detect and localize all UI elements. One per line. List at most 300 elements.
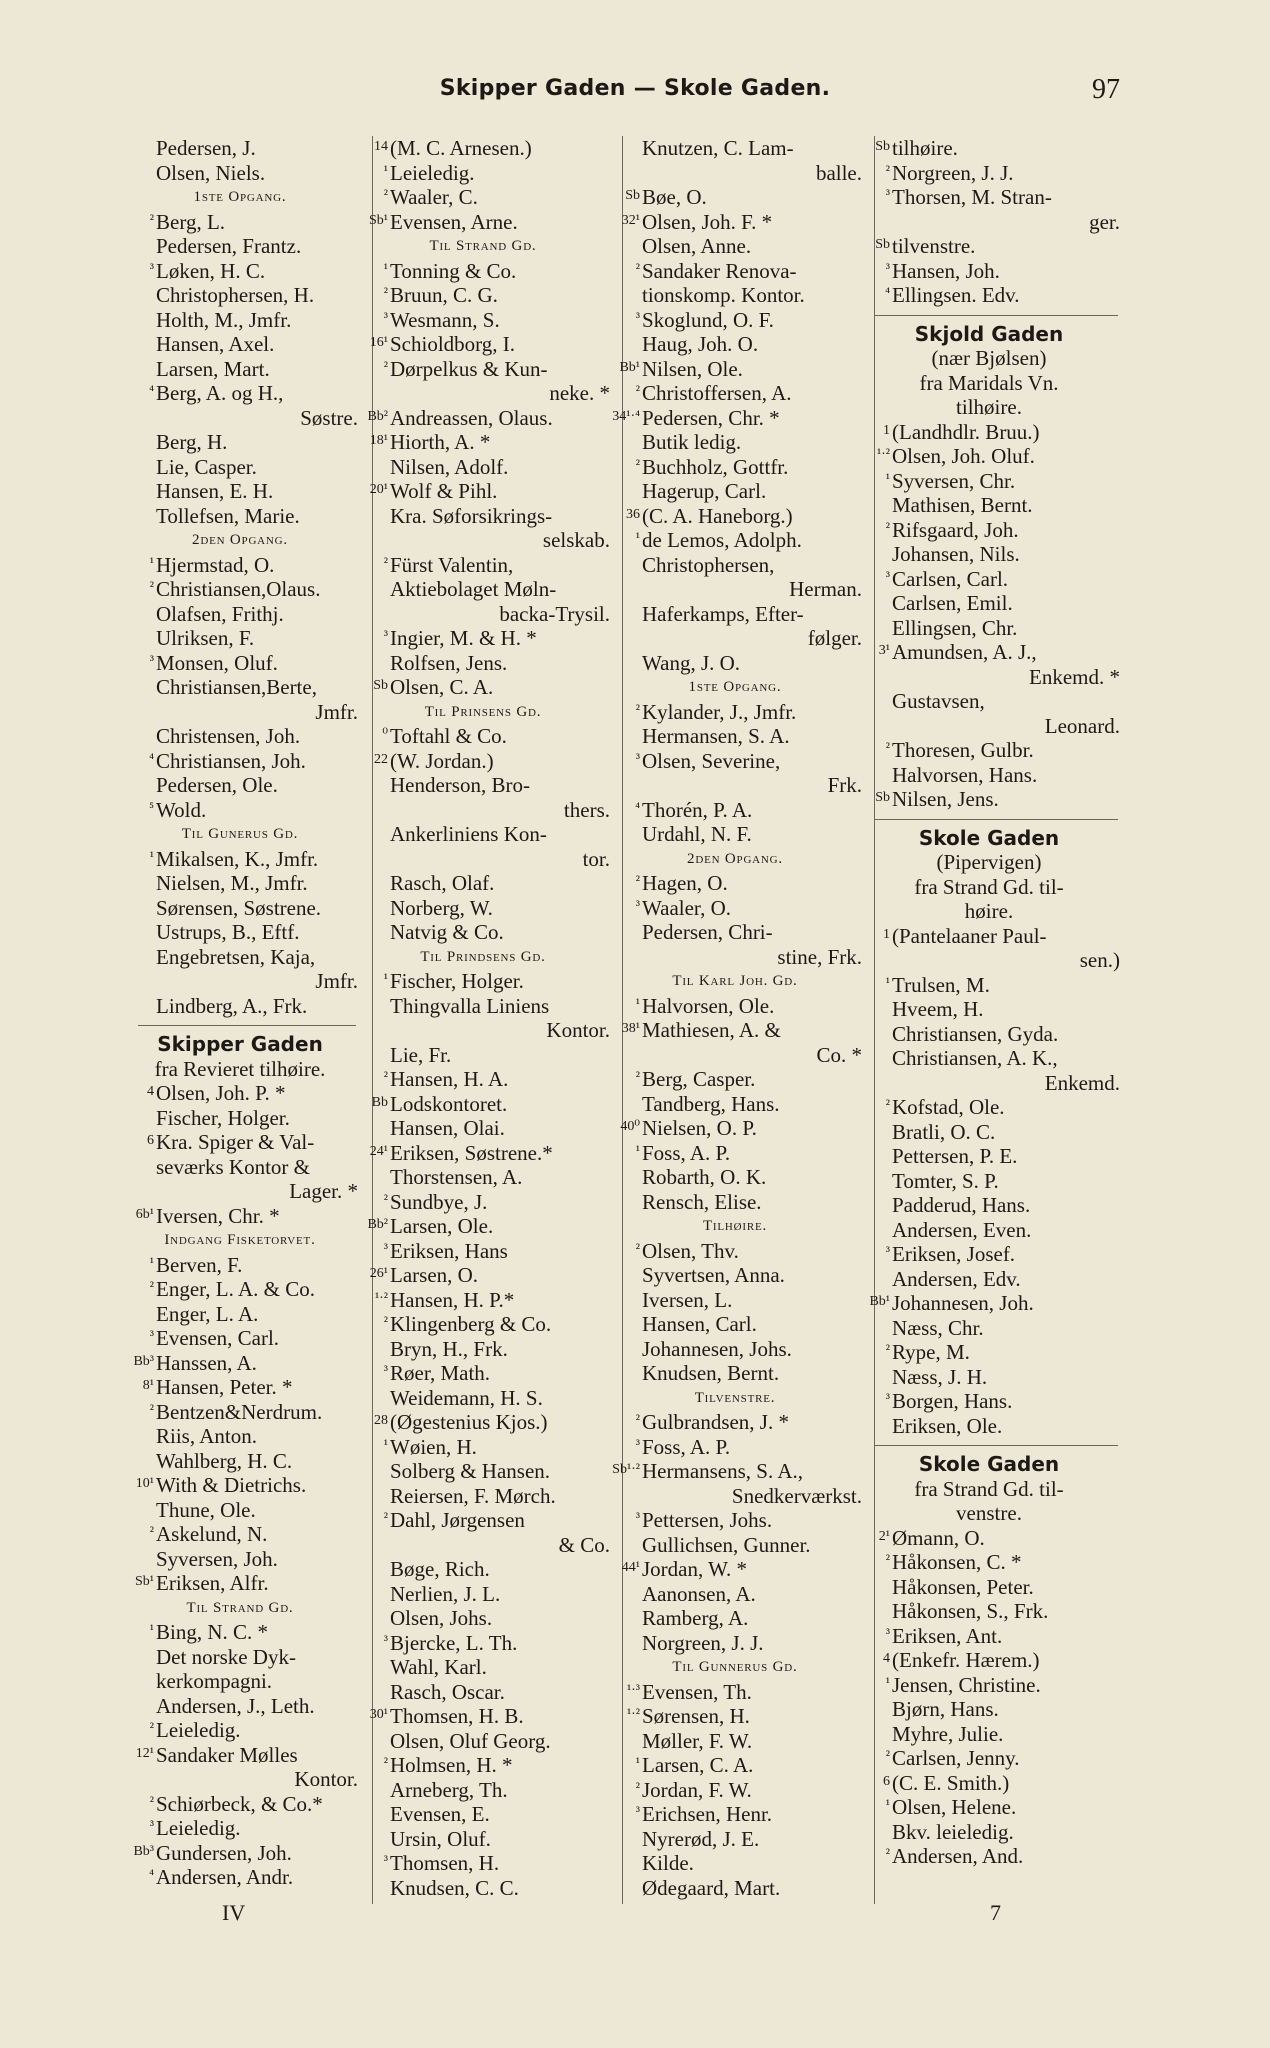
- directory-entry: [604, 1092, 866, 1117]
- resident-name: sen.): [1079, 948, 1120, 972]
- resident-name: (Pantelaaner Paul-: [892, 923, 1047, 948]
- house-number: Bb³: [133, 1843, 154, 1859]
- directory-entry: [604, 1876, 866, 1901]
- resident-name: Larsen, Mart.: [156, 356, 270, 381]
- resident-name: Wesmann, S.: [390, 307, 500, 332]
- directory-entry: [604, 602, 866, 627]
- house-number: ¹·²: [374, 1290, 388, 1306]
- house-number: 8¹: [142, 1378, 154, 1393]
- directory-entry: [118, 1449, 362, 1474]
- house-number: ²: [635, 261, 640, 277]
- resident-name: Syversen, Chr.: [892, 468, 1016, 493]
- resident-name: Christiansen, A. K.,: [892, 1046, 1058, 1070]
- house-number: 2¹: [878, 1528, 890, 1544]
- street-description: høire.: [964, 899, 1014, 923]
- directory-entry: [352, 1606, 614, 1631]
- resident-name: Olafsen, Frithj.: [156, 601, 284, 626]
- house-number: ²: [383, 1315, 388, 1330]
- entry-continuation: [854, 665, 1124, 690]
- resident-name: Christophersen,: [642, 552, 775, 577]
- resident-name: Søstre.: [300, 405, 358, 430]
- directory-entry: [352, 1680, 614, 1705]
- house-number: ²: [383, 1192, 388, 1208]
- directory-entry: [604, 822, 866, 847]
- directory-entry: [854, 1771, 1124, 1796]
- section-divider: [854, 1438, 1124, 1452]
- section-subheading: Til Karl Joh. Gd.: [672, 973, 798, 989]
- resident-name: Løken, H. C.: [156, 258, 266, 283]
- house-number: 24¹: [369, 1143, 388, 1159]
- resident-name: Skoglund, O. F.: [642, 307, 774, 332]
- directory-entry: [604, 700, 866, 725]
- house-number: ¹: [885, 471, 890, 487]
- house-number: ²: [885, 520, 890, 536]
- house-number: Bb²: [367, 408, 388, 424]
- resident-name: Olsen, Joh. F. *: [642, 209, 773, 234]
- directory-entry: [118, 871, 362, 896]
- resident-name: Monsen, Oluf.: [156, 650, 278, 675]
- directory-entry: [604, 283, 866, 308]
- directory-entry: [352, 1484, 614, 1509]
- resident-name: Erichsen, Henr.: [642, 1802, 773, 1826]
- resident-name: Borgen, Hans.: [892, 1389, 1013, 1413]
- resident-name: Olsen, Helene.: [892, 1795, 1017, 1819]
- resident-name: Olsen, Niels.: [156, 160, 266, 185]
- resident-name: Weidemann, H. S.: [390, 1385, 543, 1410]
- house-number: 28: [374, 1413, 388, 1428]
- house-number: 38¹: [621, 1021, 640, 1036]
- directory-entry: [604, 332, 866, 357]
- house-number: ¹: [383, 1437, 388, 1453]
- resident-name: Christiansen,Berte,: [156, 675, 317, 699]
- house-number: ¹: [635, 1756, 640, 1771]
- directory-entry: [118, 1694, 362, 1719]
- resident-name: Bentzen&Nerdrum.: [156, 1399, 323, 1424]
- resident-name: Bjørn, Hans.: [892, 1697, 999, 1721]
- house-number: ³: [149, 1329, 154, 1344]
- resident-name: Pedersen, Frantz.: [156, 234, 302, 258]
- directory-entry: [604, 1753, 866, 1778]
- directory-entry: [854, 185, 1124, 210]
- resident-name: Dørpelkus & Kun-: [390, 356, 548, 381]
- house-number: ³: [383, 310, 388, 326]
- directory-entry: [854, 689, 1124, 714]
- house-number: ²: [383, 1756, 388, 1771]
- house-number: Sb¹·²: [612, 1462, 640, 1477]
- house-number: ²: [885, 1343, 890, 1358]
- house-number: Sb: [625, 188, 640, 203]
- directory-entry: [118, 1400, 362, 1425]
- resident-name: Thune, Ole.: [156, 1497, 256, 1522]
- directory-entry: [352, 1631, 614, 1656]
- house-number: ³: [383, 1364, 388, 1379]
- house-number: ²: [635, 1413, 640, 1428]
- resident-name: Wahl, Karl.: [390, 1655, 487, 1679]
- directory-entry: [604, 1582, 866, 1607]
- resident-name: Lodskontoret.: [390, 1091, 508, 1116]
- directory-entry: [604, 994, 866, 1019]
- entry-continuation: [352, 1018, 614, 1043]
- directory-entry: [352, 1288, 614, 1313]
- directory-entry: [604, 871, 866, 896]
- directory-entry: [854, 973, 1124, 998]
- entry-continuation: [604, 161, 866, 186]
- directory-entry: [352, 1239, 614, 1264]
- directory-entry: [352, 773, 614, 798]
- directory-entry: [352, 1067, 614, 1092]
- resident-name: Hiorth, A. *: [390, 430, 491, 454]
- section-divider: [854, 812, 1124, 826]
- house-number: 6: [147, 1133, 154, 1148]
- house-number: ³: [383, 1241, 388, 1257]
- resident-name: Bruun, C. G.: [390, 283, 498, 307]
- resident-name: Holmsen, H. *: [390, 1753, 513, 1777]
- directory-entry: [604, 1851, 866, 1876]
- directory-entry: [604, 479, 866, 504]
- page-title: Skipper Gaden — Skole Gaden.: [439, 76, 831, 101]
- directory-entry: [352, 651, 614, 676]
- directory-entry: [352, 1165, 614, 1190]
- directory-entry: [854, 234, 1124, 259]
- resident-name: Leonard.: [1044, 713, 1120, 738]
- house-number: 36: [626, 506, 640, 522]
- directory-entry: [118, 381, 362, 406]
- resident-name: Ulriksen, F.: [156, 626, 255, 650]
- resident-name: Hagen, O.: [642, 871, 728, 895]
- directory-entry: [352, 871, 614, 896]
- resident-name: Pedersen, Chri-: [642, 920, 773, 944]
- resident-name: Toftahl & Co.: [390, 724, 507, 748]
- resident-name: Jmfr.: [315, 699, 358, 724]
- resident-name: Evensen, Th.: [642, 1679, 752, 1704]
- resident-name: Halvorsen, Hans.: [892, 762, 1038, 787]
- resident-name: Carlsen, Emil.: [892, 591, 1013, 615]
- house-number: 34¹·⁴: [612, 408, 640, 424]
- directory-entry: [854, 1575, 1124, 1600]
- directory-entry: [352, 479, 614, 504]
- house-number: ²: [383, 188, 388, 203]
- entry-continuation: [352, 528, 614, 553]
- column-4: [854, 136, 1124, 1916]
- resident-name: Christiansen, Joh.: [156, 748, 306, 773]
- directory-entry: [352, 136, 614, 161]
- directory-entry: [604, 1778, 866, 1803]
- directory-entry: [854, 136, 1124, 161]
- house-number: 22: [374, 751, 388, 767]
- entry-continuation: [854, 948, 1124, 973]
- house-number: ¹: [635, 1143, 640, 1159]
- house-number: ⁴: [149, 751, 154, 767]
- house-number: 16¹: [369, 335, 388, 350]
- resident-name: følger.: [807, 626, 862, 650]
- directory-entry: [604, 381, 866, 406]
- house-number: ³: [635, 751, 640, 767]
- directory-entry: [118, 1571, 362, 1596]
- resident-name: Nilsen, Adolf.: [390, 454, 509, 479]
- directory-entry: [854, 1599, 1124, 1624]
- directory-entry: [854, 1389, 1124, 1414]
- directory-entry: [352, 308, 614, 333]
- resident-name: Nyrerød, J. E.: [642, 1826, 760, 1851]
- house-number: ³: [383, 1854, 388, 1869]
- resident-name: Andersen, And.: [892, 1844, 1024, 1868]
- directory-entry: [352, 357, 614, 382]
- resident-name: Mikalsen, K., Jmfr.: [156, 846, 319, 871]
- directory-entry: [118, 161, 362, 186]
- house-number: Bb: [371, 1094, 388, 1110]
- resident-name: Hansen, Peter. *: [156, 1375, 293, 1399]
- resident-name: de Lemos, Adolph.: [642, 528, 802, 552]
- entry-continuation: [352, 847, 614, 872]
- directory-entry: [118, 1865, 362, 1890]
- resident-name: Holth, M., Jmfr.: [156, 307, 292, 332]
- resident-name: Wang, J. O.: [642, 650, 741, 675]
- directory-entry: [854, 1673, 1124, 1698]
- directory-entry: [118, 259, 362, 284]
- resident-name: seværks Kontor &: [156, 1154, 310, 1179]
- house-number: Bb¹: [869, 1294, 890, 1309]
- resident-name: Haug, Joh. O.: [642, 332, 759, 356]
- resident-name: Olsen, Anne.: [642, 234, 752, 258]
- resident-name: Olsen, Severine,: [642, 748, 781, 773]
- resident-name: Natvig & Co.: [390, 920, 504, 944]
- directory-entry: [118, 798, 362, 823]
- directory-entry: [854, 542, 1124, 567]
- resident-name: stine, Frk.: [777, 944, 862, 969]
- resident-name: Kontor.: [294, 1767, 358, 1791]
- resident-name: Berg, A. og H.,: [156, 381, 284, 405]
- directory-entry: [352, 1876, 614, 1901]
- resident-name: Thingvalla Liniens: [390, 993, 550, 1018]
- directory-entry: [854, 1414, 1124, 1439]
- directory-entry: [854, 1218, 1124, 1243]
- resident-name: Aktiebolaget Møln-: [390, 577, 557, 601]
- resident-name: Jordan, W. *: [642, 1557, 747, 1581]
- resident-name: Andreassen, Olaus.: [390, 405, 553, 430]
- resident-name: Johannesen, Joh.: [892, 1291, 1034, 1315]
- directory-entry: [854, 1795, 1124, 1820]
- resident-name: Tomter, S. P.: [892, 1168, 999, 1193]
- resident-name: Rasch, Oscar.: [390, 1679, 505, 1704]
- house-number: ²: [885, 1098, 890, 1113]
- street-heading: Skole Gaden: [918, 825, 1060, 850]
- resident-name: Tollefsen, Marie.: [156, 503, 300, 528]
- house-number: Bb³: [133, 1353, 154, 1369]
- directory-entry: [604, 1704, 866, 1729]
- directory-entry: [118, 1106, 362, 1131]
- directory-entry: [854, 283, 1124, 308]
- house-number: ¹: [149, 1255, 154, 1271]
- resident-name: Christophersen, H.: [156, 283, 315, 307]
- directory-entry: [604, 1802, 866, 1827]
- directory-entry: [118, 651, 362, 676]
- resident-name: backa-Trysil.: [499, 601, 610, 626]
- resident-name: Ursin, Oluf.: [390, 1826, 491, 1851]
- directory-entry: [352, 504, 614, 529]
- house-number: ³: [635, 898, 640, 914]
- resident-name: Leieledig.: [390, 160, 475, 185]
- directory-entry: [352, 430, 614, 455]
- street-heading: Skipper Gaden: [157, 1032, 323, 1056]
- resident-name: selskab.: [542, 528, 610, 552]
- section-subheading: Til Prinsens Gd.: [424, 703, 542, 720]
- directory-entry: [604, 430, 866, 455]
- directory-entry: [352, 185, 614, 210]
- house-number: ³: [149, 1819, 154, 1834]
- directory-entry: [854, 997, 1124, 1022]
- directory-entry: [352, 259, 614, 284]
- house-number: 40⁰: [620, 1119, 640, 1134]
- section-divider: [118, 1018, 362, 1032]
- directory-entry: [854, 787, 1124, 812]
- directory-entry: [352, 1410, 614, 1435]
- directory-entry: [118, 1375, 362, 1400]
- directory-entry: [854, 1550, 1124, 1575]
- resident-name: Pedersen, Chr. *: [642, 405, 780, 430]
- directory-entry: [604, 896, 866, 921]
- directory-entry: [352, 1190, 614, 1215]
- resident-name: Lie, Casper.: [156, 454, 257, 479]
- directory-entry: [118, 1204, 362, 1229]
- directory-entry: [604, 1239, 866, 1264]
- resident-name: Nilsen, Jens.: [892, 787, 999, 811]
- house-number: 30¹: [369, 1707, 388, 1722]
- section-divider: [854, 308, 1124, 322]
- resident-name: Christiansen, Gyda.: [892, 1021, 1059, 1046]
- resident-name: Pettersen, Johs.: [642, 1508, 773, 1532]
- house-number: ¹: [885, 975, 890, 991]
- house-number: ²: [635, 384, 640, 399]
- directory-entry: [118, 1253, 362, 1278]
- resident-name: Thorstensen, A.: [390, 1165, 523, 1189]
- resident-name: Thomsen, H. B.: [390, 1704, 524, 1728]
- directory-entry: [854, 1193, 1124, 1218]
- resident-name: Bøge, Rich.: [390, 1557, 490, 1581]
- directory-entry: [604, 724, 866, 749]
- house-number: ³: [635, 310, 640, 326]
- house-number: ³: [149, 653, 154, 669]
- house-number: ²: [885, 1847, 890, 1862]
- resident-name: Haferkamps, Efter-: [642, 601, 804, 626]
- resident-name: Olsen, Thv.: [642, 1238, 739, 1263]
- directory-entry: [352, 577, 614, 602]
- directory-entry: [118, 210, 362, 235]
- directory-entry: [352, 553, 614, 578]
- directory-entry: [118, 136, 362, 161]
- resident-name: Ustrups, B., Eftf.: [156, 920, 300, 944]
- resident-name: Co. *: [816, 1042, 862, 1067]
- resident-name: Robarth, O. K.: [642, 1165, 767, 1189]
- section-subheading: 2den Opgang.: [192, 532, 288, 548]
- footer-left-signature: IV: [222, 1900, 246, 1925]
- resident-name: Butik ledig.: [642, 430, 742, 454]
- house-number: 18¹: [369, 433, 388, 448]
- house-number: 32¹: [621, 212, 640, 228]
- street-description: tilhøire.: [956, 395, 1022, 419]
- directory-entry: [604, 1018, 866, 1043]
- resident-name: Det norske Dyk-: [156, 1644, 296, 1669]
- directory-entry: [118, 749, 362, 774]
- resident-name: Gundersen, Joh.: [156, 1840, 292, 1865]
- resident-name: Rolfsen, Jens.: [390, 650, 508, 675]
- house-number: ²: [149, 1280, 154, 1295]
- directory-entry: [604, 1165, 866, 1190]
- directory-entry: [118, 1351, 362, 1376]
- directory-entry: [604, 185, 866, 210]
- directory-entry: [604, 406, 866, 431]
- directory-entry: [118, 283, 362, 308]
- entry-continuation: [118, 700, 362, 725]
- resident-name: Hansen, H. P.*: [390, 1287, 515, 1312]
- directory-entry: [352, 161, 614, 186]
- resident-name: Wahlberg, H. C.: [156, 1448, 293, 1473]
- resident-name: (W. Jordan.): [390, 748, 494, 773]
- street-description: fra Strand Gd. til-: [914, 1476, 1064, 1501]
- resident-name: Lindberg, A., Frk.: [156, 993, 308, 1018]
- resident-name: Askelund, N.: [156, 1522, 268, 1546]
- house-number: ¹: [149, 849, 154, 865]
- directory-entry: [118, 847, 362, 872]
- resident-name: Herman.: [789, 577, 862, 601]
- directory-entry: [118, 308, 362, 333]
- directory-entry: [854, 640, 1124, 665]
- directory-entry: [352, 1827, 614, 1852]
- resident-name: Gulbrandsen, J. *: [642, 1410, 789, 1434]
- resident-name: Rasch, Olaf.: [390, 871, 495, 895]
- house-number: ³: [885, 1245, 890, 1260]
- house-number: ¹: [885, 1675, 890, 1691]
- directory-entry: [604, 1312, 866, 1337]
- directory-entry: [604, 357, 866, 382]
- directory-entry: [854, 1144, 1124, 1169]
- directory-entry: [118, 773, 362, 798]
- resident-name: Christensen, Joh.: [156, 724, 301, 748]
- directory-entry: [118, 602, 362, 627]
- directory-entry: [604, 553, 866, 578]
- resident-name: Schioldborg, I.: [390, 332, 516, 356]
- house-number: ³: [635, 1511, 640, 1526]
- directory-entry: [604, 1557, 866, 1582]
- resident-name: Hansen, Carl.: [642, 1312, 757, 1336]
- resident-name: Knudsen, C. C.: [390, 1875, 519, 1900]
- page-number: 97: [1092, 74, 1120, 105]
- resident-name: Kofstad, Ole.: [892, 1095, 1005, 1119]
- resident-name: Pettersen, P. E.: [892, 1144, 1018, 1168]
- directory-entry: [118, 896, 362, 921]
- house-number: Sb: [875, 790, 890, 805]
- directory-entry: [854, 1291, 1124, 1316]
- directory-entry: [604, 1631, 866, 1656]
- resident-name: Christoffersen, A.: [642, 381, 792, 405]
- resident-name: Næss, Chr.: [892, 1315, 984, 1340]
- directory-entry: [604, 1337, 866, 1362]
- resident-name: Nerlien, J. L.: [390, 1581, 501, 1606]
- street-heading: Skjold Gaden: [914, 321, 1064, 346]
- directory-entry: [352, 1386, 614, 1411]
- resident-name: Halvorsen, Ole.: [642, 993, 775, 1018]
- resident-name: Håkonsen, S., Frk.: [892, 1599, 1049, 1623]
- directory-entry: [604, 136, 866, 161]
- directory-entry: [604, 1827, 866, 1852]
- house-number: ²: [885, 1749, 890, 1764]
- directory-entry: [604, 920, 866, 945]
- resident-name: Næss, J. H.: [892, 1364, 988, 1389]
- section-subheading: Til Gunnerus Gd.: [672, 1659, 798, 1675]
- directory-entry: [854, 1242, 1124, 1267]
- directory-entry: [854, 469, 1124, 494]
- entry-continuation: [854, 1071, 1124, 1096]
- house-number: 26¹: [369, 1266, 388, 1281]
